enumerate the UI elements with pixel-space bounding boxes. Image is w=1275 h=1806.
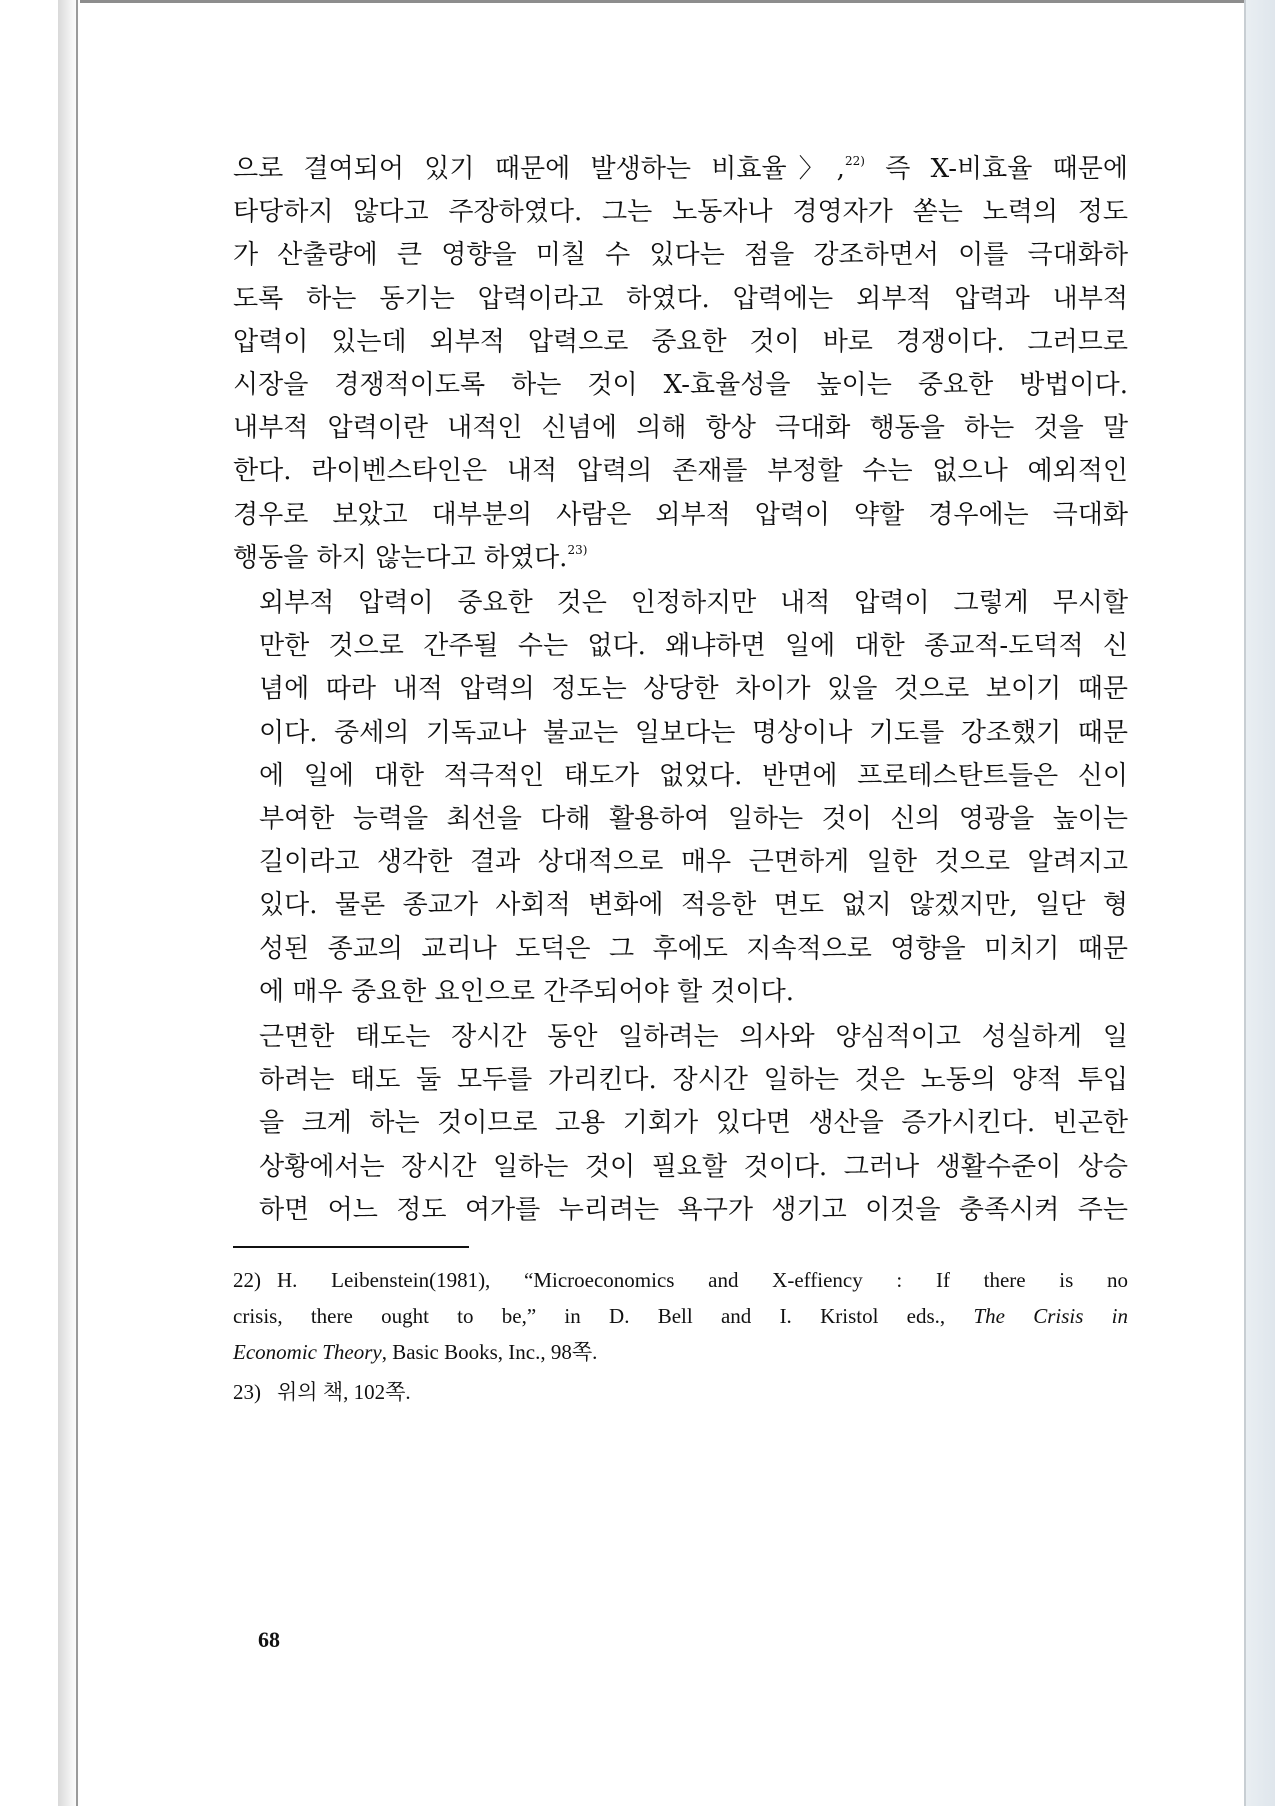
- footnote-ref-23[interactable]: 23): [567, 542, 588, 557]
- text-line: 근면한 태도는 장시간 동안 일하려는 의사와 양심적이고 성실하게 일: [259, 1022, 1128, 1053]
- background-strip: [1246, 0, 1275, 1806]
- book-title: Economic Theory: [233, 1340, 382, 1365]
- footnote-23: [233, 1374, 1128, 1410]
- text-line: 하려는 태도 둘 모두를 가리킨다. 장시간 일하는 것은 노동의 양적 투입: [259, 1065, 1128, 1096]
- text-line: 하면 어느 정도 여가를 누리려는 욕구가 생기고 이것을 충족시켜 주는: [259, 1194, 1128, 1225]
- text-line: 길이라고 생각한 결과 상대적으로 매우 근면하게 일한 것으로 알려지고: [259, 847, 1128, 878]
- paragraph-2: [233, 582, 1128, 1014]
- text-line: 행동을 하지 않는다고 하였다.$^{23)}$: [233, 542, 588, 573]
- text-line: 에 일에 대한 적극적인 태도가 없었다. 반면에 프로테스탄트들은 신이: [259, 760, 1128, 791]
- text-line: 가 산출량에 큰 영향을 미칠 수 있다는 점을 강조하면서 이를 극대화하: [233, 240, 1128, 271]
- text-line: 상황에서는 장시간 일하는 것이 필요할 것이다. 그러나 생활수준이 상승: [259, 1151, 1128, 1182]
- text-line: 을 크게 하는 것이므로 고용 기회가 있다면 생산을 증가시킨다. 빈곤한: [259, 1108, 1128, 1139]
- page-left-edge: [76, 0, 78, 1806]
- footnote-line: Economic Theory, Basic Books, Inc., 98쪽.: [233, 1340, 598, 1365]
- paragraph-3: [233, 1016, 1128, 1232]
- text-line: 시장을 경쟁적이도록 하는 것이 X-효율성을 높이는 중요한 방법이다.: [233, 370, 1128, 401]
- footnote-ref-22[interactable]: 22): [844, 154, 865, 168]
- text-line: 외부적 압력이 중요한 것은 인정하지만 내적 압력이 그렇게 무시할: [259, 588, 1128, 619]
- text-line: 으로 결여되어 있기 때문에 발생하는 비효율〉,$^{22)}$ 즉 X-비효율 때문에: [233, 154, 1128, 184]
- text-line: 있다. 물론 종교가 사회적 변화에 적응한 면도 없지 않겠지만, 일단 형: [259, 890, 1128, 921]
- footnote-divider: [233, 1246, 469, 1248]
- text-line: 에 매우 중요한 요인으로 간주되어야 할 것이다.: [259, 976, 795, 1007]
- text-line: 경우로 보았고 대부분의 사람은 외부적 압력이 약할 경우에는 극대화: [233, 499, 1128, 530]
- text-line: 도록 하는 동기는 압력이라고 하였다. 압력에는 외부적 압력과 내부적: [233, 283, 1128, 314]
- text-line: 한다. 라이벤스타인은 내적 압력의 존재를 부정할 수는 없으나 예외적인: [233, 456, 1128, 487]
- text-line: 이다. 중세의 기독교나 불교는 일보다는 명상이나 기도를 강조했기 때문: [259, 717, 1128, 748]
- text-line: 타당하지 않다고 주장하였다. 그는 노동자나 경영자가 쏟는 노력의 정도: [233, 197, 1128, 228]
- page-top-edge: [66, 0, 1246, 3]
- footnote-line: 22) H. Leibenstein(1981), “Microeconomics and X-effiency : If there is no: [277, 1262, 1128, 1298]
- footnote-number: 23): [233, 1380, 261, 1405]
- text-line: 압력이 있는데 외부적 압력으로 중요한 것이 바로 경쟁이다. 그러므로: [233, 326, 1128, 357]
- book-title: The Crisis in: [973, 1304, 1128, 1329]
- paragraph-1: [233, 148, 1128, 580]
- footnote-22: [233, 1262, 1128, 1370]
- text-line: 만한 것으로 간주될 수는 없다. 왜냐하면 일에 대한 종교적-도덕적 신: [259, 631, 1128, 662]
- footnote-line: 23) 위의 책, 102쪽.: [277, 1374, 1128, 1410]
- text-line: 부여한 능력을 최선을 다해 활용하여 일하는 것이 신의 영광을 높이는: [259, 804, 1128, 835]
- page-number: 68: [258, 1627, 280, 1652]
- text-line: 성된 종교의 교리나 도덕은 그 후에도 지속적으로 영향을 미치기 때문: [259, 933, 1128, 964]
- footnote-number: 22): [233, 1268, 261, 1293]
- text-line: 내부적 압력이란 내적인 신념에 의해 항상 극대화 행동을 하는 것을 말: [233, 413, 1128, 444]
- footnote-line: crisis, there ought to be,” in D. Bell and I. Kristol eds., The Crisis in: [233, 1304, 1128, 1329]
- text-line: 념에 따라 내적 압력의 정도는 상당한 차이가 있을 것으로 보이기 때문: [259, 674, 1128, 705]
- page-body: [233, 148, 1128, 1410]
